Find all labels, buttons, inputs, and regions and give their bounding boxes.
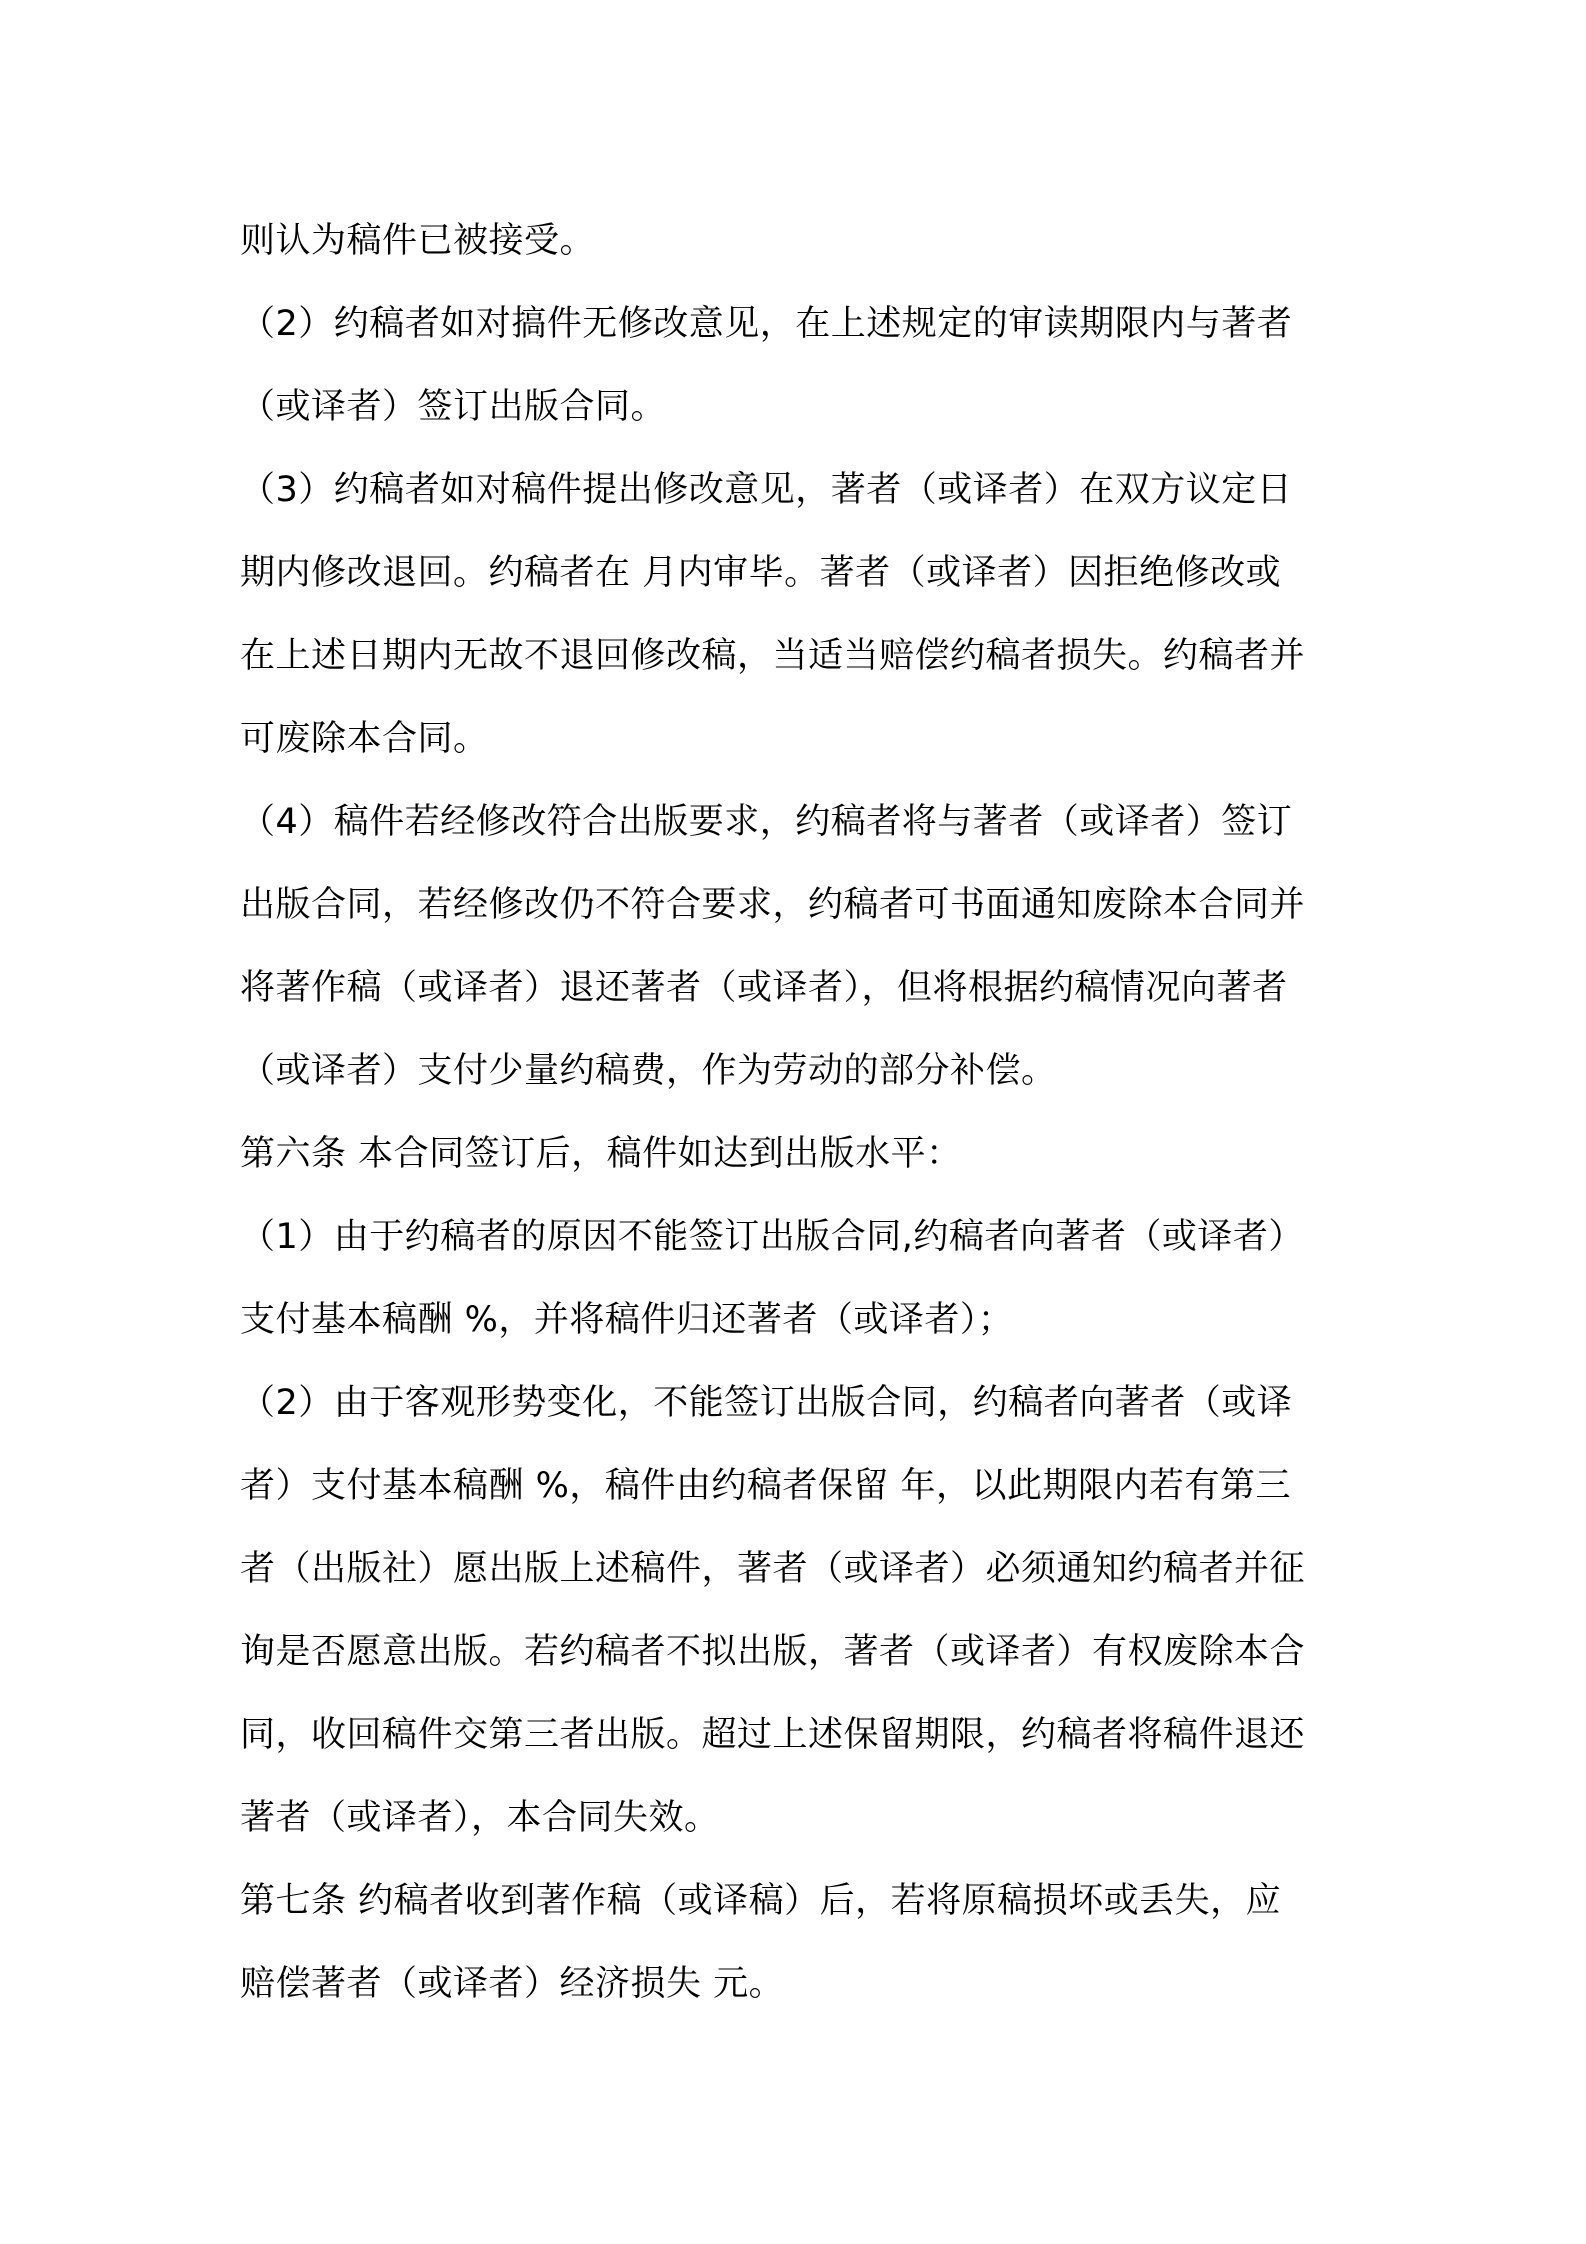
text-line: （或译者）签订出版合同。: [240, 387, 667, 427]
text-line: 支付基本稿酬 %，并将稿件归还著者（或译者）；: [240, 1300, 1014, 1340]
text-line: 则认为稿件已被接受。: [240, 221, 596, 261]
text-line: 同，收回稿件交第三者出版。超过上述保留期限，约稿者将稿件退还: [240, 1715, 1306, 1755]
text-line: 赔偿著者（或译者）经济损失 元。: [240, 1964, 785, 2004]
text-line: 著者（或译者），本合同失效。: [240, 1798, 720, 1838]
text-line: （2）由于客观形势变化，不能签订出版合同，约稿者向著者（或译: [240, 1383, 1293, 1423]
text-line: 可废除本合同。: [240, 719, 489, 759]
text-line: 将著作稿（或译者）退还著者（或译者），但将根据约稿情况向著者: [240, 968, 1288, 1008]
text-line: 者）支付基本稿酬 %，稿件由约稿者保留 年，以此期限内若有第三: [240, 1466, 1292, 1506]
text-line: （4）稿件若经修改符合出版要求，约稿者将与著者（或译者）签订: [240, 802, 1293, 842]
text-line: （3）约稿者如对稿件提出修改意见，著者（或译者）在双方议定日: [240, 470, 1293, 510]
article-heading-line: 第七条 约稿者收到著作稿（或译稿）后，若将原稿损坏或丢失，应: [240, 1881, 1282, 1921]
article-heading-line: 第六条 本合同签订后，稿件如达到出版水平：: [240, 1134, 962, 1174]
text-line: （1）由于约稿者的原因不能签订出版合同,约稿者向著者（或译者）: [240, 1217, 1304, 1257]
text-line: 者（出版社）愿出版上述稿件，著者（或译者）必须通知约稿者并征: [240, 1549, 1306, 1589]
text-line: 出版合同，若经修改仍不符合要求，约稿者可书面通知废除本合同并: [240, 885, 1306, 925]
contract-text-body: [240, 200, 1360, 2026]
text-line: （2）约稿者如对搞件无修改意见，在上述规定的审读期限内与著者: [240, 304, 1293, 344]
text-line: 询是否愿意出版。若约稿者不拟出版，著者（或译者）有权废除本合: [240, 1632, 1306, 1672]
text-line: 期内修改退回。约稿者在 月内审毕。著者（或译者）因拒绝修改或: [240, 553, 1282, 593]
text-line: 在上述日期内无故不退回修改稿，当适当赔偿约稿者损失。约稿者并: [240, 636, 1306, 676]
text-line: （或译者）支付少量约稿费，作为劳动的部分补偿。: [240, 1051, 1057, 1091]
